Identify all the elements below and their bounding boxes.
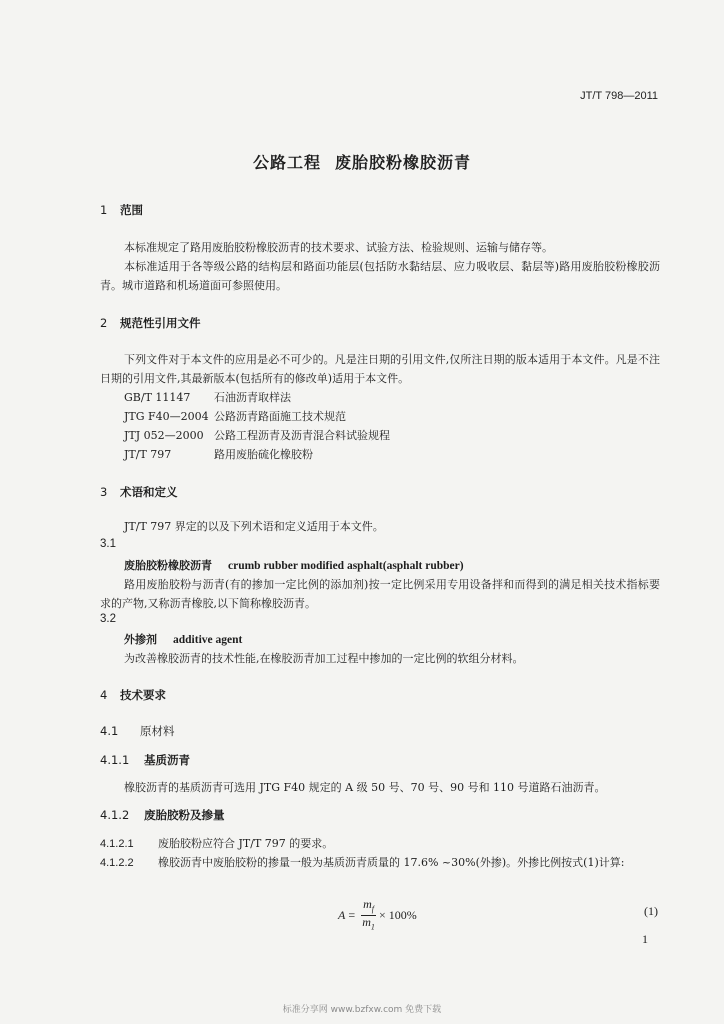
term-en: additive agent	[173, 634, 243, 646]
term-3-1-definition: 路用废胎胶粉与沥青(有的掺加一定比例的添加剂)按一定比例采用专用设备拌和而得到的满足相关技术指标要求的产物,又称沥青橡胶,以下简称橡胶沥青。	[100, 578, 660, 610]
title-part-2: 废胎胶粉橡胶沥青	[335, 153, 472, 172]
fraction: $\frac{m_f}{m_1}$	[362, 897, 375, 932]
term-3-2	[124, 631, 242, 647]
term-3-1-number: 3.1	[100, 538, 116, 550]
section-1-para-2: 本标准适用于各等级公路的结构层和路面功能层(包括防水黏结层、应力吸收层、黏层等)路用废胎胶粉橡胶沥青。城市道路和机场道面可参照使用。	[100, 260, 660, 292]
term-zh: 外掺剂	[124, 633, 157, 646]
page-number: 1	[642, 932, 648, 946]
term-3-2-definition: 为改善橡胶沥青的技术性能,在橡胶沥青加工过程中掺加的一定比例的软组分材料。	[124, 652, 524, 665]
section-4-1-2-heading: 4.1.2 废胎胶粉及掺量	[100, 808, 225, 822]
reference-item: JT/T 797 路用废胎硫化橡胶粉	[124, 448, 313, 461]
section-1-heading: 1 范围	[100, 203, 143, 217]
title-part-1: 公路工程	[252, 153, 321, 172]
section-4-1-1-para: 橡胶沥青的基质沥青可选用 JTG F40 规定的 A 级 50 号、70 号、90 号和 110 号道路石油沥青。	[124, 781, 606, 794]
term-en: crumb rubber modified asphalt(asphalt rubber)	[228, 560, 464, 572]
watermark-footer: 标准分享网 www.bzfxw.com 免费下载	[282, 1005, 442, 1015]
section-4-1-heading: 4.1 原材料	[100, 724, 175, 738]
term-3-2-number: 3.2	[100, 613, 116, 625]
section-2-heading: 2 规范性引用文件	[100, 316, 201, 330]
section-2-para-1: 下列文件对于本文件的应用是必不可少的。凡是注日期的引用文件,仅所注日期的版本适用于本文件。凡是不注日期的引用文件,其最新版本(包括所有的修改单)适用于本文件。	[100, 353, 660, 385]
section-1-para-1: 本标准规定了路用废胎胶粉橡胶沥青的技术要求、试验方法、检验规则、运输与储存等。	[124, 241, 553, 254]
document-title	[0, 150, 724, 173]
reference-item: GB/T 11147 石油沥青取样法	[124, 391, 291, 404]
clause-4-1-2-1: 4.1.2.1 废胎胶粉应符合 JT/T 797 的要求。	[100, 837, 334, 850]
reference-item: JTG F40—2004 公路沥青路面施工技术规范	[124, 410, 346, 423]
section-4-heading: 4 技术要求	[100, 688, 166, 702]
term-3-1	[124, 557, 464, 573]
standard-code: JT/T 798—2011	[580, 90, 658, 102]
section-4-1-1-heading: 4.1.1 基质沥青	[100, 753, 190, 767]
equation-number: (1)	[644, 904, 658, 918]
formula-1: A = $\frac{m_f}{m_1}$ × 100%	[338, 897, 417, 932]
section-3-para-1: JT/T 797 界定的以及下列术语和定义适用于本文件。	[124, 520, 384, 533]
reference-item: JTJ 052—2000 公路工程沥青及沥青混合料试验规程	[124, 429, 390, 442]
clause-4-1-2-2: 4.1.2.2 橡胶沥青中废胎胶粉的掺量一般为基质沥青质量的 17.6% ~30%(外掺)。外掺比例按式(1)计算:	[100, 856, 625, 869]
term-zh: 废胎胶粉橡胶沥青	[124, 559, 212, 572]
section-3-heading: 3 术语和定义	[100, 485, 178, 499]
